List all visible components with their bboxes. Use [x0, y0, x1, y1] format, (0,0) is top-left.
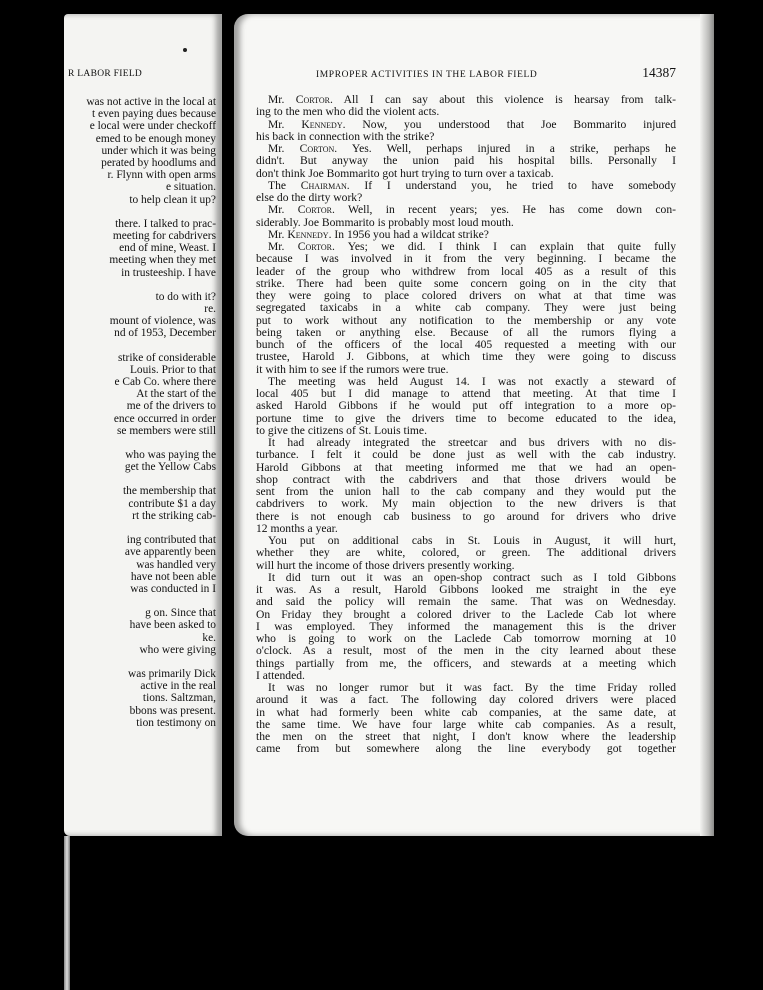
- text-line: strike. There had been quite some concern going on in the city that: [256, 276, 676, 290]
- text-line: it with him to see if the rumors were true.: [256, 362, 449, 376]
- left-text-line: have not been able: [130, 570, 216, 583]
- text-line: put to work without any notification to the membership or any vote: [256, 313, 676, 327]
- left-text-line: perated by hoodlums and: [101, 157, 216, 170]
- text-line: didn't. But anyway the union paid his hospital bills. Personally I: [256, 154, 676, 168]
- text-line: will hurt the income of those drivers presently working.: [256, 558, 515, 572]
- text-line: they were going to place colored drivers on what at that time was: [256, 289, 676, 302]
- text-line: It did turn out it was an open-shop contract such as I told Gibbons: [268, 570, 676, 584]
- left-text-line: r. Flynn with open arms: [107, 169, 216, 182]
- left-text-line: emed to be enough money: [95, 132, 216, 145]
- text-line: whether they are white, colored, or green. The additional drivers: [256, 546, 676, 560]
- text-line: The Chairman. If I understand you, he tried to have somebody: [268, 178, 676, 192]
- left-text-line: to help clean it up?: [129, 193, 216, 206]
- page-mark: [183, 48, 187, 52]
- left-text-line: meeting for cabdrivers: [112, 230, 216, 243]
- page-edge-shadow: [700, 14, 714, 836]
- left-text-line: [66, 206, 216, 218]
- text-line: Mr. Kennedy. Now, you understood that Joe Bommarito injured: [268, 117, 676, 131]
- left-text-line: who were giving: [139, 643, 216, 656]
- running-head: IMPROPER ACTIVITIES IN THE LABOR FIELD: [316, 70, 538, 80]
- text-line: who is going to work on the Laclede Cab tomorrow morning at 10: [256, 632, 676, 645]
- text-line: I was employed. They informed the management this is the driver: [256, 619, 676, 633]
- page-number: 14387: [642, 65, 676, 80]
- text-line: leader of the group who withdrew from local 405 as a result of this: [256, 264, 676, 278]
- left-text-line: was conducted in I: [130, 582, 216, 595]
- left-text-line: active in the real: [140, 680, 216, 693]
- text-line: in what had formerly been white cab companies, at the same date, at: [256, 705, 676, 719]
- left-text-line: to do with it?: [155, 290, 216, 303]
- left-text-line: under which it was being: [101, 144, 216, 157]
- left-text-line: me of the drivers to: [126, 400, 216, 413]
- text-line: Harold Gibbons at that meeting informed me that we had an open-: [256, 460, 676, 474]
- text-line: came from but somewhere along the line everybody got together: [256, 742, 676, 756]
- left-text-line: who was paying the: [125, 449, 216, 462]
- text-line: his back in connection with the strike?: [256, 129, 435, 143]
- body-text: [256, 94, 676, 756]
- left-text-line: have been asked to: [129, 619, 216, 632]
- left-text-line: bbons was present.: [129, 704, 216, 717]
- text-line: ing to the men who did the violent acts.: [256, 105, 440, 119]
- text-line: On Friday they brought a colored driver to the Laclede Cab lot where: [256, 607, 676, 621]
- text-line: there is not enough cab business to go around for drivers who drive: [256, 509, 676, 523]
- left-page-fragment: [64, 14, 222, 836]
- text-line: trustee, Harold J. Gibbons, at which time they were going to discuss: [256, 350, 676, 364]
- left-text-line: the membership that: [123, 485, 216, 498]
- text-line: don't think Joe Bommarito got hurt trying to turn over a taxicab.: [256, 166, 554, 180]
- text-line: Mr. Kennedy. In 1956 you had a wildcat strike?: [268, 227, 489, 241]
- text-line: things partially from me, the officers, and stewards at a meeting which: [256, 656, 676, 670]
- text-line: bunch of the officers of the local 405 requested a meeting with our: [256, 338, 676, 351]
- text-line: segregated taxicabs in a white cab company. They were just being: [256, 301, 676, 315]
- left-text-line: meeting when they met: [109, 254, 216, 267]
- left-text-line: in trusteeship. I have: [121, 266, 216, 279]
- left-text-line: mount of violence, was: [109, 315, 216, 328]
- left-text-line: tions. Saltzman,: [142, 692, 216, 705]
- text-line: portune time to give the drivers time to become educated to the idea,: [256, 411, 676, 425]
- text-line: because I was involved in it from the very beginning. I became the: [256, 252, 676, 266]
- left-text-line: get the Yellow Cabs: [124, 461, 216, 474]
- text-line: being taken or anything else. Because of all the rumors flying a: [256, 325, 676, 339]
- text-line: Mr. Cortor. Well, in recent years; yes. He has come down con-: [268, 203, 676, 217]
- left-text-line: [66, 437, 216, 449]
- left-text-line: At the start of the: [136, 388, 216, 401]
- left-running-head: R LABOR FIELD: [68, 69, 143, 79]
- left-text-line: [66, 595, 216, 607]
- left-text-line: Louis. Prior to that: [129, 363, 216, 376]
- left-text-line: ke.: [202, 631, 216, 644]
- left-text-line: ave apparently been: [124, 546, 216, 559]
- left-text-line: re.: [204, 303, 216, 316]
- left-page-text: [66, 96, 216, 729]
- left-text-line: ing contributed that: [126, 534, 216, 547]
- text-line: You put on additional cabs in St. Louis in August, it will hurt,: [268, 534, 676, 547]
- left-text-line: g on. Since that: [145, 607, 216, 620]
- text-line: turbance. I felt it could be done just as well with the cab industry.: [256, 448, 676, 462]
- left-text-line: e local were under checkoff: [89, 120, 216, 133]
- left-text-line: was primarily Dick: [128, 667, 216, 680]
- text-line: sent from the union hall to the cab company and they would put the: [256, 485, 676, 498]
- text-line: it was. As a result, Harold Gibbons looked me straight in the eye: [256, 583, 676, 596]
- text-line: the men on the street that night, I don't know where the leadership: [256, 730, 676, 743]
- text-line: I attended.: [256, 668, 305, 682]
- left-text-line: contribute $1 a day: [128, 497, 216, 510]
- main-page: [234, 14, 714, 836]
- left-text-line: was handled very: [136, 558, 216, 571]
- text-line: to give the citizens of St. Louis time.: [256, 423, 427, 437]
- text-line: It was no longer rumor but it was fact. By the time Friday rolled: [268, 681, 676, 694]
- left-text-line: se members were still: [116, 424, 216, 437]
- left-text-line: nd of 1953, December: [114, 327, 216, 340]
- left-text-line: strike of considerable: [117, 351, 216, 364]
- text-line: 12 months a year.: [256, 521, 338, 535]
- left-text-line: [66, 522, 216, 534]
- text-line: o'clock. As a result, most of the men in the city learned about these: [256, 644, 676, 658]
- text-line: The meeting was held August 14. I was not exactly a steward of: [268, 374, 676, 388]
- left-text-line: rt the striking cab-: [132, 509, 216, 522]
- text-line: Mr. Corton. Yes. Well, perhaps injured in a strike, perhaps he: [268, 142, 676, 155]
- text-line: siderably. Joe Bommarito is probably most loud mouth.: [256, 215, 514, 229]
- left-text-line: e situation.: [166, 181, 216, 194]
- text-line: shop contract with the cabdrivers and that those drivers would be: [256, 472, 676, 486]
- left-text-line: [66, 279, 216, 291]
- left-text-line: [66, 340, 216, 352]
- text-line: the same time. We have four large white cab companies. As a result,: [256, 717, 676, 731]
- left-text-line: there. I talked to prac-: [115, 217, 216, 230]
- text-line: and said the policy will remain the same. That was on Wednesday.: [256, 595, 676, 609]
- text-line: local 405 but I did manage to attend that meeting. At that time I: [256, 387, 676, 400]
- left-text-line: t even paying dues because: [92, 108, 216, 121]
- left-text-line: tion testimony on: [136, 716, 216, 729]
- binding-edge: [64, 836, 70, 990]
- text-line: around it was a fact. The following day colored drivers were placed: [256, 693, 676, 707]
- left-text-line: e Cab Co. where there: [114, 376, 216, 389]
- text-line: asked Harold Gibbons if he would put off integration to a more op-: [256, 399, 676, 413]
- text-line: else do the dirty work?: [256, 191, 363, 204]
- text-line: Mr. Cortor. Yes; we did. I think I can explain that quite fully: [268, 240, 677, 253]
- left-text-line: ence occurred in order: [113, 412, 216, 425]
- left-text-line: was not active in the local at: [86, 96, 216, 108]
- left-text-line: [66, 473, 216, 485]
- text-line: Mr. Cortor. All I can say about this violence is hearsay from talk-: [268, 93, 677, 106]
- text-line: It had already integrated the streetcar and bus drivers with no dis-: [268, 436, 676, 449]
- text-line: cabdrivers to work. My main objection to the new drivers is that: [256, 497, 676, 511]
- left-text-line: end of mine, Weast. I: [119, 242, 216, 255]
- left-text-line: [66, 656, 216, 668]
